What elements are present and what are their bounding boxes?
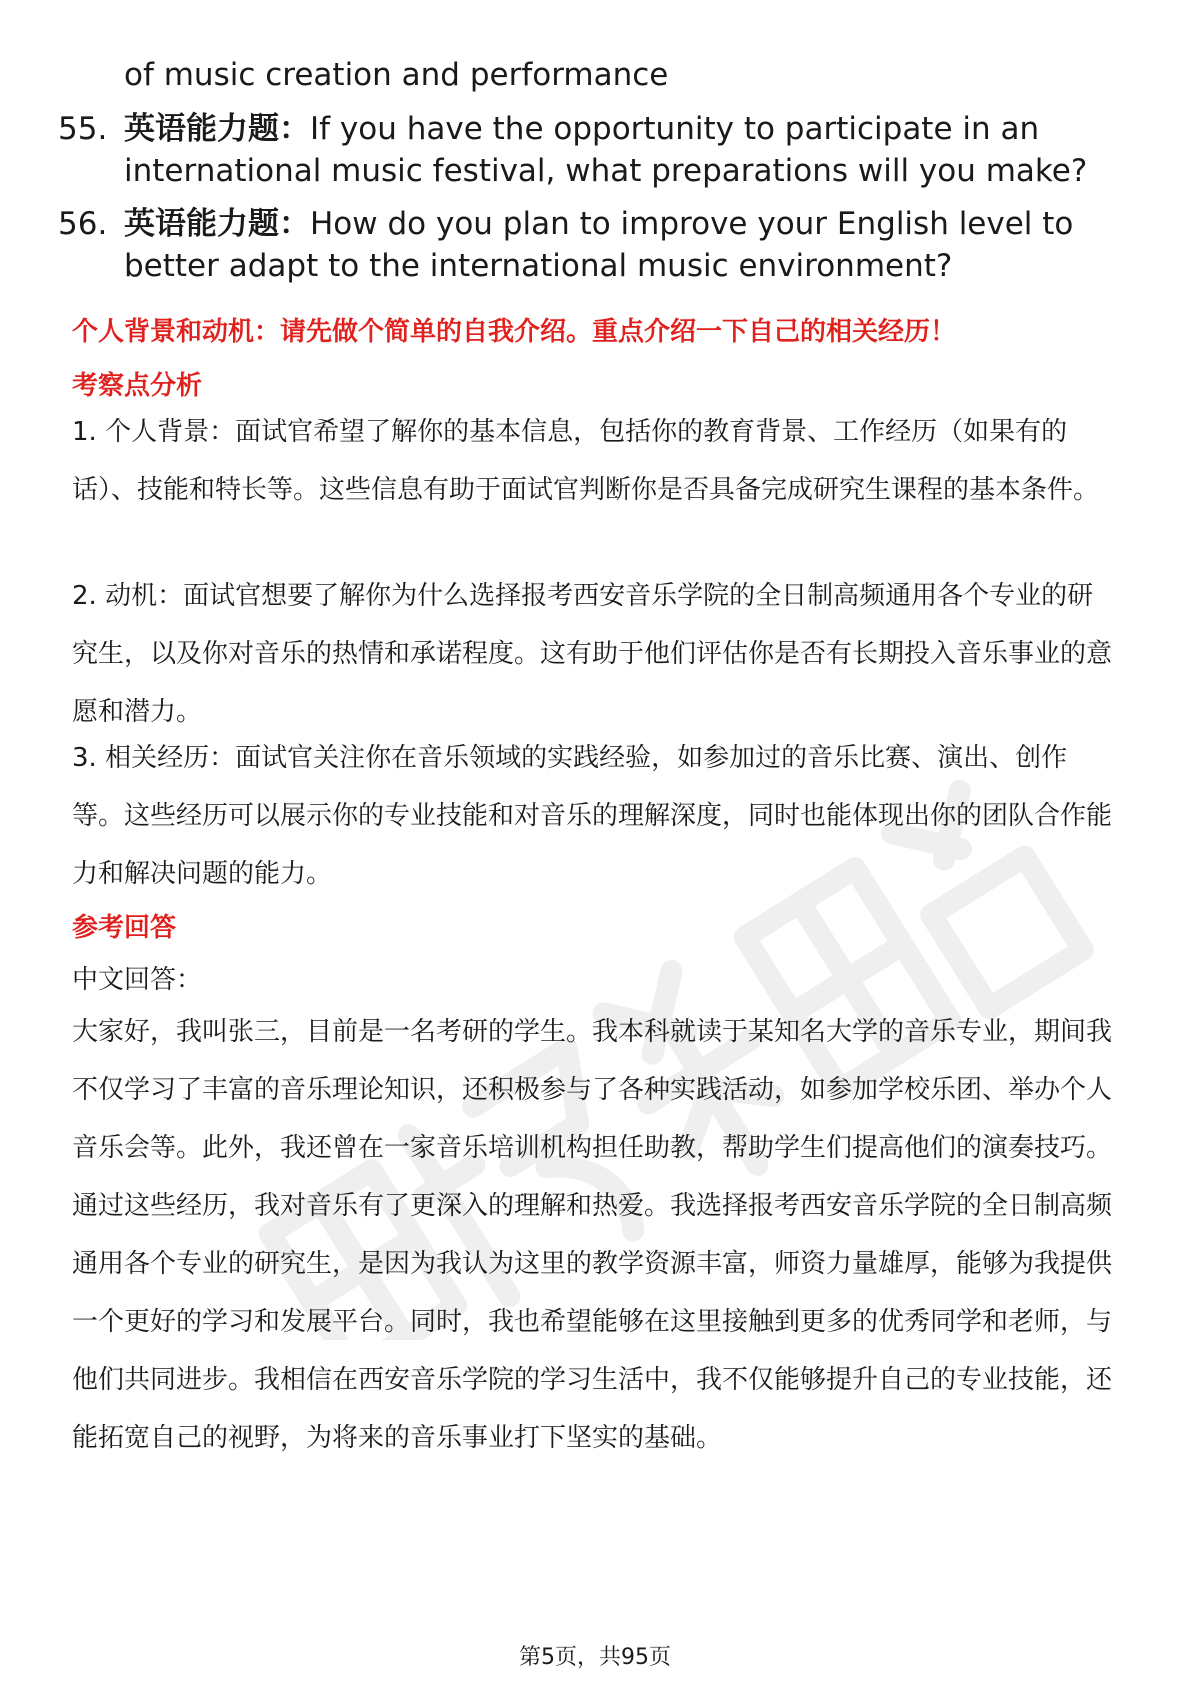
question-tag: 英语能力题： xyxy=(124,206,310,242)
question-text: How do you plan to improve your English level to better adapt to the international music environment? xyxy=(124,206,1074,284)
analysis-point-1: 1. 个人背景：面试官希望了解你的基本信息，包括你的教育背景、工作经历（如果有的话）、技能和特长等。这些信息有助于面试官判断你是否具备完成研究生课程的基本条件。 xyxy=(72,417,1100,505)
answer-heading: 参考回答 xyxy=(72,913,177,943)
question-text: If you have the opportunity to participate in an international music festival, what preparations will you make? xyxy=(124,111,1088,189)
question-tag: 英语能力题： xyxy=(124,111,310,147)
analysis-point-3: 3. 相关经历：面试官关注你在音乐领域的实践经验，如参加过的音乐比赛、演出、创作等。这些经历可以展示你的专业技能和对音乐的理解深度，同时也能体现出你的团队合作能力和解决问题的能力。 xyxy=(72,743,1113,889)
question-body xyxy=(124,108,1124,192)
answer-text: 大家好，我叫张三，目前是一名考研的学生。我本科就读于某知名大学的音乐专业，期间我不仅学习了丰富的音乐理论知识，还积极参与了各种实践活动，如参加学校乐团、举办个人音乐会等。此外，我还曾在一家音乐培训机构担任助教，帮助学生们提高他们的演奏技巧。通过这些经历，我对音乐有了更深入的理解和热爱。我选择报考西安音乐学院的全日制高频通用各个专业的研究生，是因为我认为这里的教学资源丰富，师资力量雄厚，能够为我提供一个更好的学习和发展平台。同时，我也希望能够在这里接触到更多的优秀同学和老师，与他们共同进步。我相信在西安音乐学院的学习生活中，我不仅能够提升自己的专业技能，还能拓宽自己的视野，为将来的音乐事业打下坚实的基础。 xyxy=(72,1017,1113,1453)
question-number: 56. xyxy=(58,206,108,242)
question-continuation: of music creation and performance xyxy=(124,57,669,93)
analysis-point-2: 2. 动机：面试官想要了解你为什么选择报考西安音乐学院的全日制高频通用各个专业的研究生，以及你对音乐的热情和承诺程度。这有助于他们评估你是否有长期投入音乐事业的意愿和潜力。 xyxy=(72,581,1113,727)
analysis-heading: 考察点分析 xyxy=(72,371,203,401)
interview-question-heading: 个人背景和动机：请先做个简单的自我介绍。重点介绍一下自己的相关经历！ xyxy=(72,317,957,347)
question-body xyxy=(124,203,1124,287)
question-number: 55. xyxy=(58,111,108,147)
answer-label: 中文回答： xyxy=(72,965,203,995)
page-number: 第5页，共95页 xyxy=(519,1645,671,1670)
